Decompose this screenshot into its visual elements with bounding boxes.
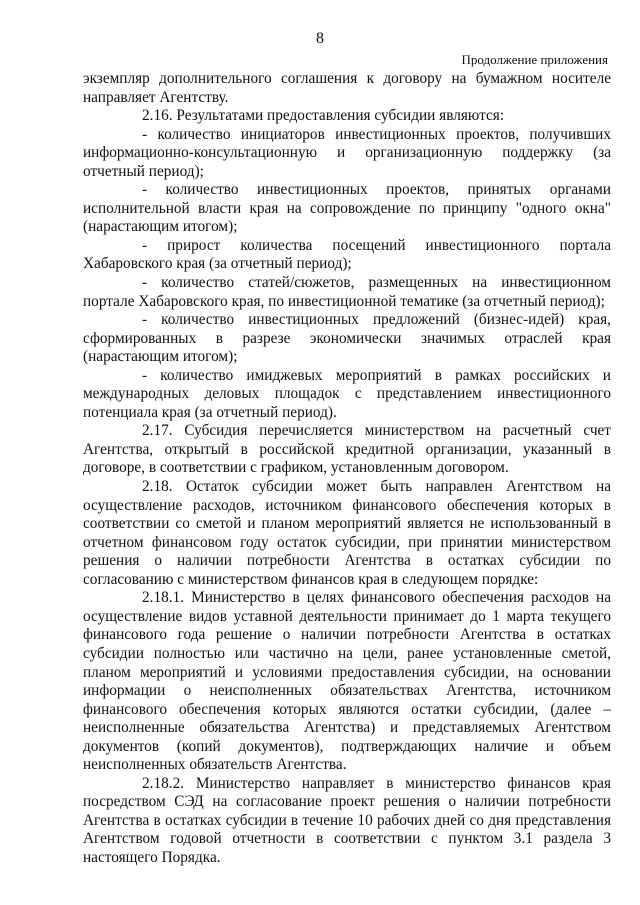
list-item: - количество инвестиционных проектов, принятых органами исполнительной власти края на сопровождение по принципу "одного окна" (нарастающим итогом); bbox=[83, 181, 611, 236]
list-item: - количество инициаторов инвестиционных проектов, получивших информационно-консультационную и организационную поддержку (за отчетный период); bbox=[83, 125, 611, 180]
paragraph: 2.17. Субсидия перечисляется министерством на расчетный счет Агентства, открытый в российской кредитной организации, указанный в договоре, в соответствии с графиком, установленным договором. bbox=[83, 422, 611, 477]
list-item: - количество имиджевых мероприятий в рамках российских и международных деловых площадок с представлением инвестиционного потенциала края (за отчетный период). bbox=[83, 366, 611, 421]
running-header: Продолжение приложения bbox=[461, 52, 608, 67]
paragraph: 2.18.1. Министерство в целях финансового обеспечения расходов на осуществление видов уставной деятельности принимает до 1 марта текущего финансового года решение о наличии потребности Агентства в остатках субсидии полностью или частично на цели, ранее установленные сметой, планом мероприятий и условиями предоставления субсидии, на основании информации о неисполненных обязательствах Агентства, источником финансового обеспечения которых являются остатки субсидии, (далее – неисполненные обязательства Агентства) и представляемых Агентством документов (копий документов), подтверждающих наличие и объем неисполненных обязательств Агентства. bbox=[83, 589, 611, 774]
paragraph: 2.18.2. Министерство направляет в министерство финансов края посредством СЭД на согласование проект решения о наличии потребности Агентства в остатках субсидии в течение 10 рабочих дней со дня представления Агентством годовой отчетности в соответствии с пунктом 3.1 раздела 3 настоящего Порядка. bbox=[83, 774, 611, 866]
list-item: - количество инвестиционных предложений (бизнес-идей) края, сформированных в разрезе экономически значимых отраслей края (нарастающим итогом); bbox=[83, 311, 611, 366]
paragraph: 2.18. Остаток субсидии может быть направлен Агентством на осуществление расходов, источником финансового обеспечения которых в соответствии со сметой и планом мероприятий является не использованный в отчетном финансовом году остаток субсидии, при принятии министерством решения о наличии потребности Агентства в остатках субсидии по согласованию с министерством финансов края в следующем порядке: bbox=[83, 478, 611, 588]
list-item: - прирост количества посещений инвестиционного портала Хабаровского края (за отчетный период); bbox=[83, 236, 611, 273]
page-number: 8 bbox=[316, 30, 324, 47]
list-item: - количество статей/сюжетов, размещенных на инвестиционном портале Хабаровского края, по инвестиционной тематике (за отчетный период); bbox=[83, 274, 611, 310]
document-body bbox=[83, 70, 611, 868]
paragraph: 2.16. Результатами предоставления субсидии являются: bbox=[142, 107, 505, 125]
paragraph: экземпляр дополнительного соглашения к договору на бумажном носителе направляет Агентству. bbox=[83, 70, 611, 106]
